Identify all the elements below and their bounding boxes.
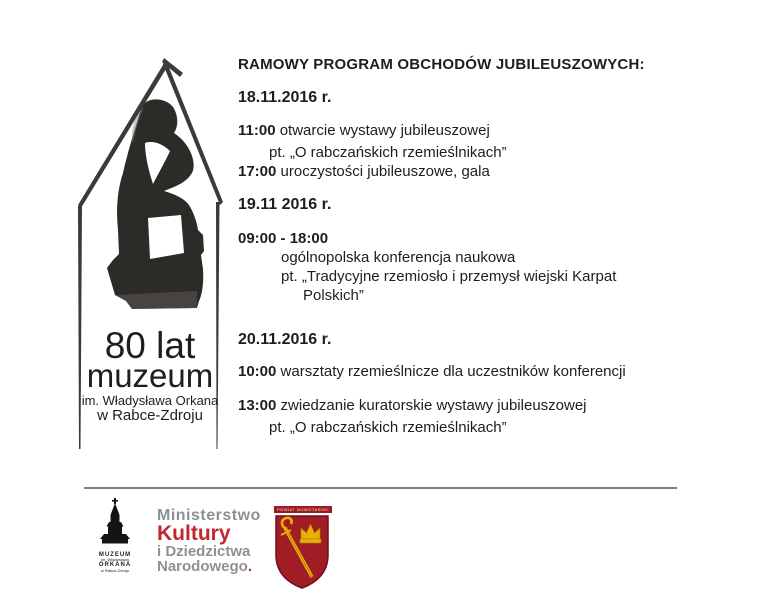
program-event: [238, 163, 490, 180]
museum-logo-line1: MUZEUM: [98, 552, 132, 558]
museum-church-logo: [93, 498, 137, 573]
event-time: 17:00: [238, 163, 277, 180]
program-date-2: 19.11 2016 r.: [238, 196, 332, 213]
logo-wordmark: [70, 325, 230, 424]
event-time: 13:00: [238, 397, 277, 414]
event-text: uroczystości jubileuszowe, gala: [280, 163, 490, 180]
program-event: [238, 122, 490, 139]
program-event-subtitle-cont: Polskich”: [303, 287, 364, 304]
program-event-subtitle: pt. „Tradycyjne rzemiosło i przemysł wiejski Karpat: [281, 268, 617, 285]
footer-divider: [84, 487, 677, 489]
program-event: [238, 397, 587, 414]
program-event-text: ogólnopolska konferencja naukowa: [281, 249, 516, 266]
logo-line-muzeum: muzeum: [86, 357, 214, 394]
ministry-of-culture-logo: [157, 507, 261, 574]
ministry-line1: Ministerstwo: [157, 507, 261, 524]
ministry-line3: i Dziedzictwa: [157, 543, 251, 560]
event-time: 10:00: [238, 363, 277, 380]
program-event: [238, 230, 328, 247]
event-text: warsztaty rzemieślnicze dla uczestników konferencji: [280, 363, 626, 380]
ministry-red-dot: .: [247, 558, 253, 575]
museum-logo-line4: w Rabce-Zdroju: [100, 568, 130, 573]
ministry-line2: Kultury: [157, 522, 231, 545]
ministry-line4: Narodowego.: [157, 558, 253, 575]
event-time: 11:00: [238, 122, 276, 139]
shield-icon: [274, 515, 330, 589]
museum-80lat-logo: [70, 55, 242, 455]
event-text: otwarcie wystawy jubileuszowej: [279, 122, 490, 139]
pensive-figure-sculpture-icon: [107, 99, 204, 309]
program-event-subtitle: pt. „O rabczańskich rzemieślnikach”: [269, 144, 507, 161]
event-text: zwiedzanie kuratorskie wystawy jubileuszowej: [280, 397, 587, 414]
coat-of-arms-banner: POWIAT NOWOTARSKI: [274, 506, 332, 513]
program-date-3: 20.11.2016 r.: [238, 331, 332, 348]
program-event-subtitle: pt. „O rabczańskich rzemieślnikach”: [269, 419, 507, 436]
logo-line-city: w Rabce-Zdroju: [97, 407, 203, 424]
museum-logo-line3: ORKANA: [98, 562, 132, 568]
event-time-range: 09:00 - 18:00: [238, 230, 329, 247]
program-title: RAMOWY PROGRAM OBCHODÓW JUBILEUSZOWYCH:: [238, 56, 645, 73]
program-event: [238, 363, 626, 380]
program-date-1: 18.11.2016 r.: [238, 89, 332, 106]
museum-logo-line2: im. Władysława: [101, 557, 129, 562]
logo-line-80-lat: 80 lat: [104, 325, 196, 366]
logo-line-patron: im. Władysława Orkana: [81, 393, 219, 408]
county-coat-of-arms: [274, 506, 332, 594]
wooden-church-icon: [93, 498, 137, 546]
